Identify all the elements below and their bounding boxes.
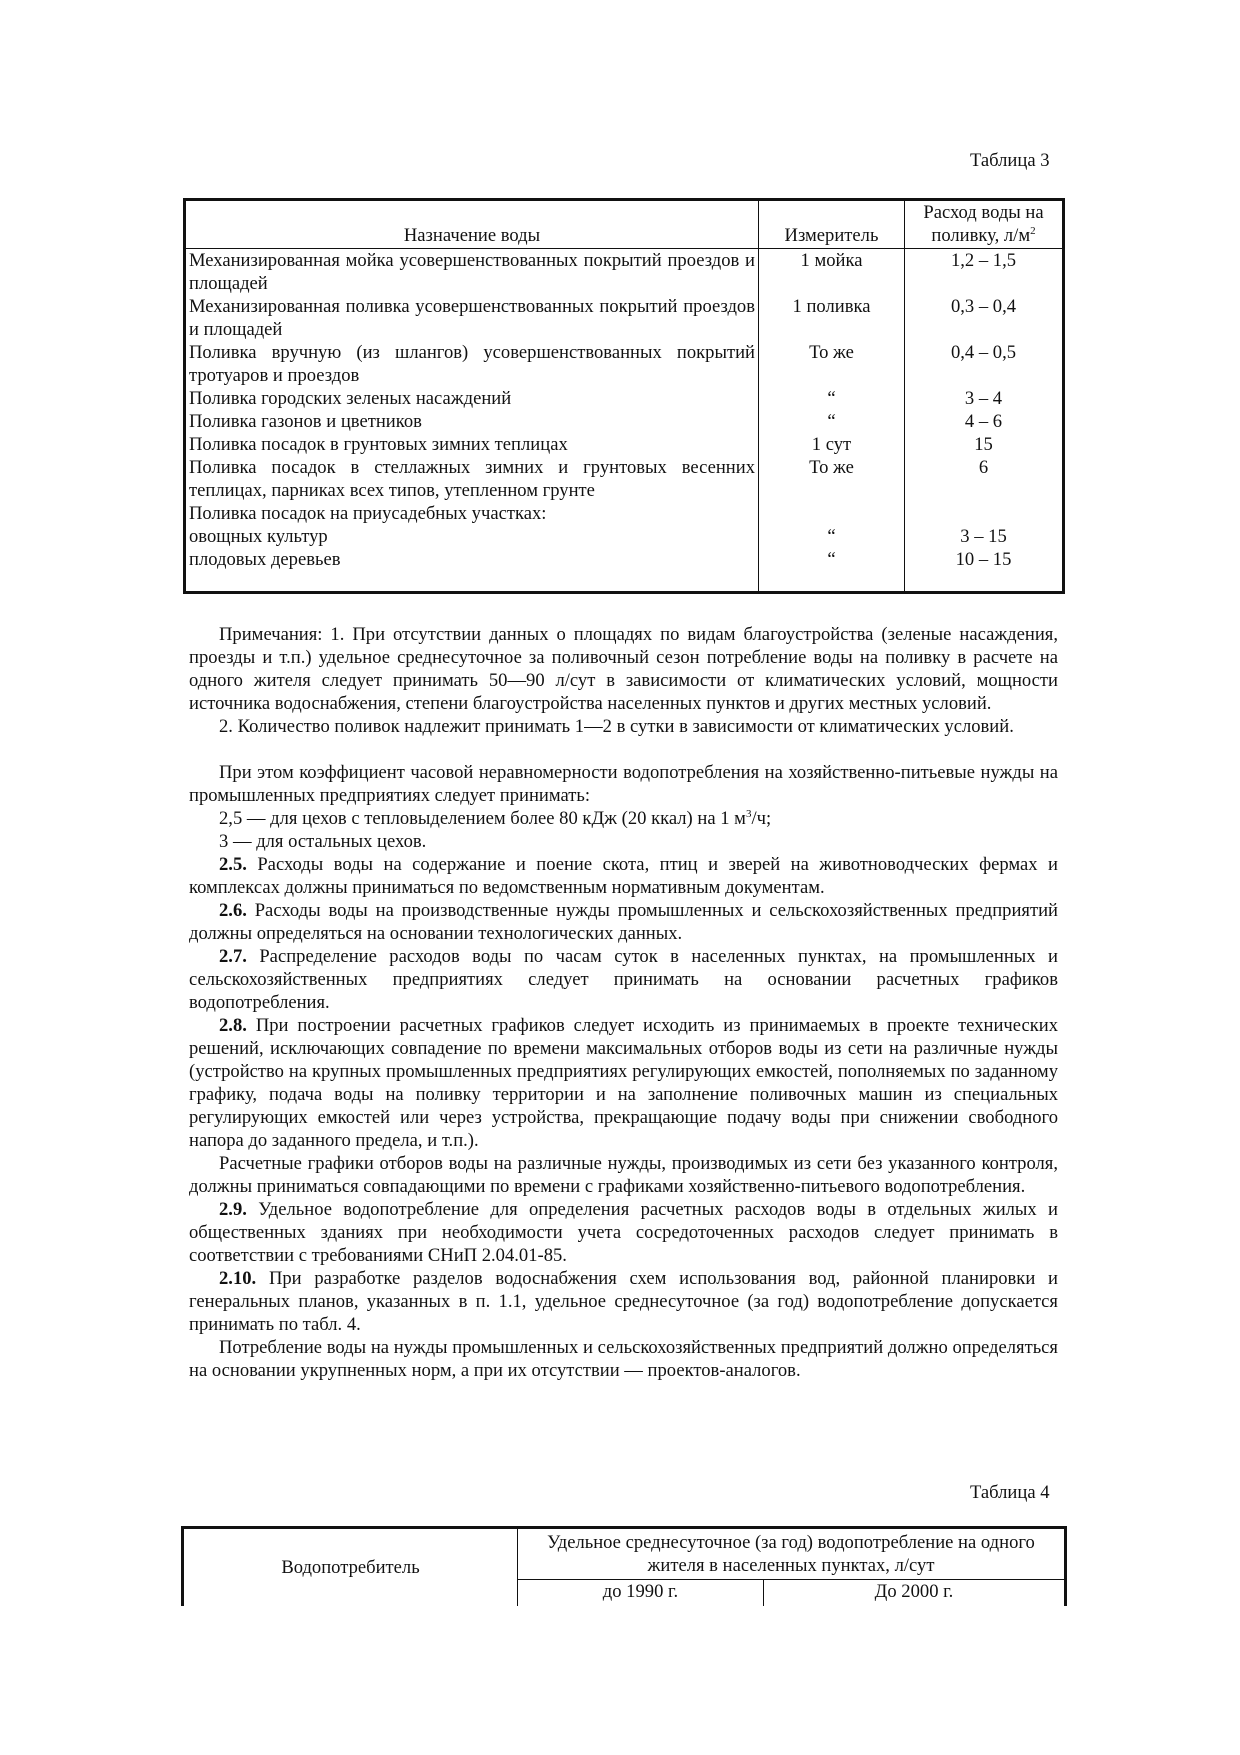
paragraph-industrial: Потребление воды на нужды промышленных и сельскохозяйственных предприятий должно определяться на основании укрупненных норм, а при их отсутствии — проектов-аналогов. [189, 1337, 1058, 1381]
row-unit: “ [759, 548, 905, 593]
row-value: 0,3 – 0,4 [905, 295, 1064, 341]
table-row [185, 249, 1064, 296]
table3-header-unit: Измеритель [759, 200, 905, 249]
row-unit: 1 мойка [759, 249, 905, 296]
table-row [185, 548, 1064, 593]
paragraph-3-coef: 3 — для остальных цехов. [219, 831, 427, 852]
clause-2-8: 2.8. При построении расчетных графиков следует исходить из принимаемых в проекте технических решений, исключающих совпадение по времени максимальных отборов воды из сети на различные нужды (устройство на крупных промышленных предприятиях регулирующих емкостей, пополняемых по заданному графику, подача воды на поливку территории и на заполнение поливочных машин из специальных регулирующих емкостей или через устройства, прекращающие подачу воды при снижении свободного напора до заданного предела, и т.п.). [189, 1015, 1058, 1151]
table4-header-1990: до 1990 г. [518, 1580, 764, 1607]
table-row [185, 295, 1064, 341]
table4 [181, 1526, 1067, 1606]
table-row [185, 502, 1064, 525]
row-value: 3 – 4 [905, 387, 1064, 410]
row-value: 10 – 15 [905, 548, 1064, 593]
row-name: Поливка посадок в стеллажных зимних и грунтовых весенних теплицах, парниках всех типов, утепленном грунте [189, 457, 755, 501]
row-unit: 1 сут [759, 433, 905, 456]
row-name: овощных культур [189, 526, 328, 547]
table3-header-purpose: Назначение воды [185, 200, 759, 249]
row-name: Поливка газонов и цветников [189, 411, 422, 432]
table-row [185, 341, 1064, 387]
row-name: Поливка вручную (из шлангов) усовершенствованных покрытий тротуаров и проездов [189, 342, 755, 386]
row-unit: То же [759, 456, 905, 502]
row-name: Поливка городских зеленых насаждений [189, 388, 512, 409]
row-name: Механизированная мойка усовершенствованных покрытий проездов и площадей [189, 250, 755, 294]
row-unit [759, 502, 905, 525]
table3-caption: Таблица 3 [970, 150, 1050, 171]
table4-header-2000: До 2000 г. [764, 1580, 1066, 1607]
table-row [185, 456, 1064, 502]
table4-header-group: Удельное среднесуточное (за год) водопотребление на одного жителя в населенных пунктах, л/сут [518, 1528, 1066, 1580]
row-value: 1,2 – 1,5 [905, 249, 1064, 296]
clause-2-9: 2.9. Удельное водопотребление для определения расчетных расходов воды в отдельных жилых и общественных зданиях при необходимости учета сосредоточенных расходов следует принимать в соответствии с требованиями СНиП 2.04.01-85. [189, 1199, 1058, 1266]
paragraph-coefficient: При этом коэффициент часовой неравномерности водопотребления на хозяйственно-питьевые нужды на промышленных предприятиях следует принимать: [189, 762, 1058, 806]
row-value: 6 [905, 456, 1064, 502]
row-unit: То же [759, 341, 905, 387]
clause-2-6: 2.6. Расходы воды на производственные нужды промышленных и сельскохозяйственных предприятий должны определяться на основании технологических данных. [189, 900, 1059, 944]
row-unit: “ [759, 410, 905, 433]
row-value: 3 – 15 [905, 525, 1064, 548]
table-row [185, 433, 1064, 456]
paragraph-2-5-coef: 2,5 — для цехов с тепловыделением более 80 кДж (20 ккал) на 1 $м^3/ч$; [219, 808, 772, 829]
row-unit: “ [759, 387, 905, 410]
row-unit: “ [759, 525, 905, 548]
table3-header-row [185, 200, 1064, 249]
table3 [183, 198, 1065, 594]
note-1: Примечания: 1. При отсутствии данных о площадях по видам благоустройства (зеленые насаждения, проезды и т.п.) удельное среднесуточное за поливочный сезон потребление воды на поливку в расчете на одного жителя следует принимать 50—90 л/сут в зависимости от климатических условий, мощности источника водоснабжения, степени благоустройства населенных пунктов и других местных условий. [189, 624, 1058, 714]
paragraph-graphs: Расчетные графики отборов воды на различные нужды, производимых из сети без указанного контроля, должны приниматься совпадающими по времени с графиками хозяйственно-питьевого водопотребления. [189, 1153, 1058, 1197]
notes-block [189, 623, 1058, 1382]
clause-2-7: 2.7. Распределение расходов воды по часам суток в населенных пунктах, на промышленных и сельскохозяйственных предприятиях следует принимать на основании расчетных графиков водопотребления. [189, 946, 1058, 1013]
table-row [185, 525, 1064, 548]
row-unit: 1 поливка [759, 295, 905, 341]
table4-header-row [183, 1528, 1066, 1580]
note-2: 2. Количество поливок надлежит принимать 1—2 в сутки в зависимости от климатических условий. [219, 716, 1014, 737]
table3-header-consumption: Расход воды на поливку, $л/м^2$ [905, 200, 1064, 249]
row-value: 0,4 – 0,5 [905, 341, 1064, 387]
row-value: 4 – 6 [905, 410, 1064, 433]
row-name: Механизированная поливка усовершенствованных покрытий проездов и площадей [189, 296, 755, 340]
row-name: Поливка посадок на приусадебных участках: [189, 503, 547, 524]
row-value: 15 [905, 433, 1064, 456]
row-name: Поливка посадок в грунтовых зимних теплицах [189, 434, 568, 455]
table4-header-consumer: Водопотребитель [281, 1557, 420, 1578]
clause-2-10: 2.10. При разработке разделов водоснабжения схем использования вод, районной планировки и генеральных планов, указанных в п. 1.1, удельное среднесуточное (за год) водопотребление допускается принимать по табл. 4. [189, 1268, 1058, 1335]
clause-2-5: 2.5. Расходы воды на содержание и поение скота, птиц и зверей на животноводческих фермах и комплексах должны приниматься по ведомственным нормативным документам. [189, 854, 1058, 898]
table-row [185, 387, 1064, 410]
table-row [185, 410, 1064, 433]
row-value [905, 502, 1064, 525]
table4-caption: Таблица 4 [970, 1482, 1050, 1503]
row-name: плодовых деревьев [189, 549, 341, 570]
